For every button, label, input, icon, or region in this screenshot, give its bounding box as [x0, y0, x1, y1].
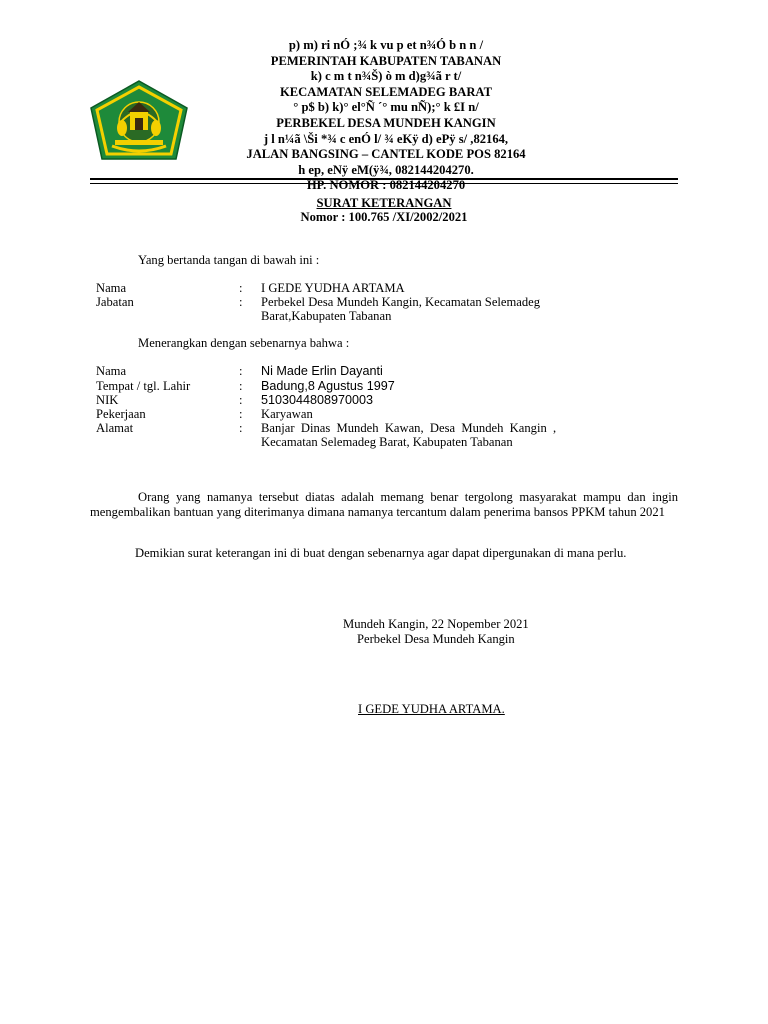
letterhead-divider-thin: [90, 183, 678, 184]
subject-nik-value: 5103044808970003: [261, 393, 374, 407]
letterhead-phone: HP. NOMOR : 082144204270: [306, 178, 466, 193]
separator: :: [239, 407, 243, 421]
signer-position-value: Perbekel Desa Mundeh Kangin, Kecamatan Selemadeg: [261, 295, 541, 309]
separator: :: [239, 281, 243, 295]
signature-role: Perbekel Desa Mundeh Kangin: [357, 632, 515, 646]
subject-name-label: Nama: [96, 364, 127, 378]
signer-position-value-cont: Barat,Kabupaten Tabanan: [261, 309, 392, 323]
regency-emblem-icon: [90, 80, 188, 160]
letterhead-address: JALAN BANGSING – CANTEL KODE POS 82164: [246, 147, 526, 162]
subject-name-value: Ni Made Erlin Dayanti: [261, 364, 383, 378]
subject-birth-label: Tempat / tgl. Lahir: [96, 379, 191, 393]
letterhead-divider-thick: [90, 178, 678, 180]
closing-paragraph: Demikian surat keterangan ini di buat dengan sebenarnya agar dapat dipergunakan di mana perlu.: [135, 546, 627, 560]
signer-position-label: Jabatan: [96, 295, 134, 309]
letterhead-line-glyph-2: k) c m t n¾Š) ò m d)g¾ã r t/: [310, 69, 462, 84]
intro-text: Yang bertanda tangan di bawah ini :: [138, 253, 320, 267]
separator: :: [239, 295, 243, 309]
document-number: Nomor : 100.765 /XI/2002/2021: [300, 210, 468, 224]
subject-job-value: Karyawan: [261, 407, 313, 421]
signature-place-date: Mundeh Kangin, 22 Nopember 2021: [343, 617, 529, 631]
subject-address-value: Banjar Dinas Mundeh Kawan, Desa Mundeh Kangin ,: [261, 421, 557, 435]
separator: :: [239, 364, 243, 378]
letterhead: [200, 38, 572, 194]
letterhead-government: PEMERINTAH KABUPATEN TABANAN: [270, 53, 502, 68]
separator: :: [239, 379, 243, 393]
declare-text: Menerangkan dengan sebenarnya bahwa :: [138, 336, 350, 350]
document-title: SURAT KETERANGAN: [316, 196, 452, 210]
separator: :: [239, 393, 243, 407]
letterhead-line-glyph-1: p) m) ri nÓ ;¾ k vu p et n¾Ó b n n /: [288, 38, 484, 52]
signer-name-value: I GEDE YUDHA ARTAMA: [261, 281, 405, 295]
signer-name-label: Nama: [96, 281, 127, 295]
body-paragraph: Orang yang namanya tersebut diatas adalah memang benar tergolong masyarakat mampu dan ingin mengembalikan bantuan yang diterimanya dimana namanya tercantum dalam penerima bansos PPKM tahun 2021: [90, 490, 678, 519]
subject-birth-value: Badung,8 Agustus 1997: [261, 379, 395, 393]
subject-address-value-cont: Kecamatan Selemadeg Barat, Kabupaten Tabanan: [261, 435, 513, 449]
letterhead-village: PERBEKEL DESA MUNDEH KANGIN: [276, 115, 496, 130]
letterhead-line-glyph-4: j l n¼ã \Ši *¾ c enÓ l/ ¾ eKÿ d) ePÿ s/ ,82164,: [263, 131, 509, 146]
separator: :: [239, 421, 243, 435]
subject-nik-label: NIK: [96, 393, 119, 407]
letterhead-district: KECAMATAN SELEMADEG BARAT: [279, 84, 492, 99]
subject-job-label: Pekerjaan: [96, 407, 146, 421]
signature-name: I GEDE YUDHA ARTAMA.: [358, 702, 505, 716]
subject-address-label: Alamat: [96, 421, 134, 435]
letterhead-line-glyph-5: h ep, eNÿ eM(ÿ¾, 082144204270.: [298, 162, 474, 177]
letterhead-line-glyph-3: ° p$ b) k)° el°Ñ ´° mu nÑ);° k £I n/: [293, 100, 479, 115]
